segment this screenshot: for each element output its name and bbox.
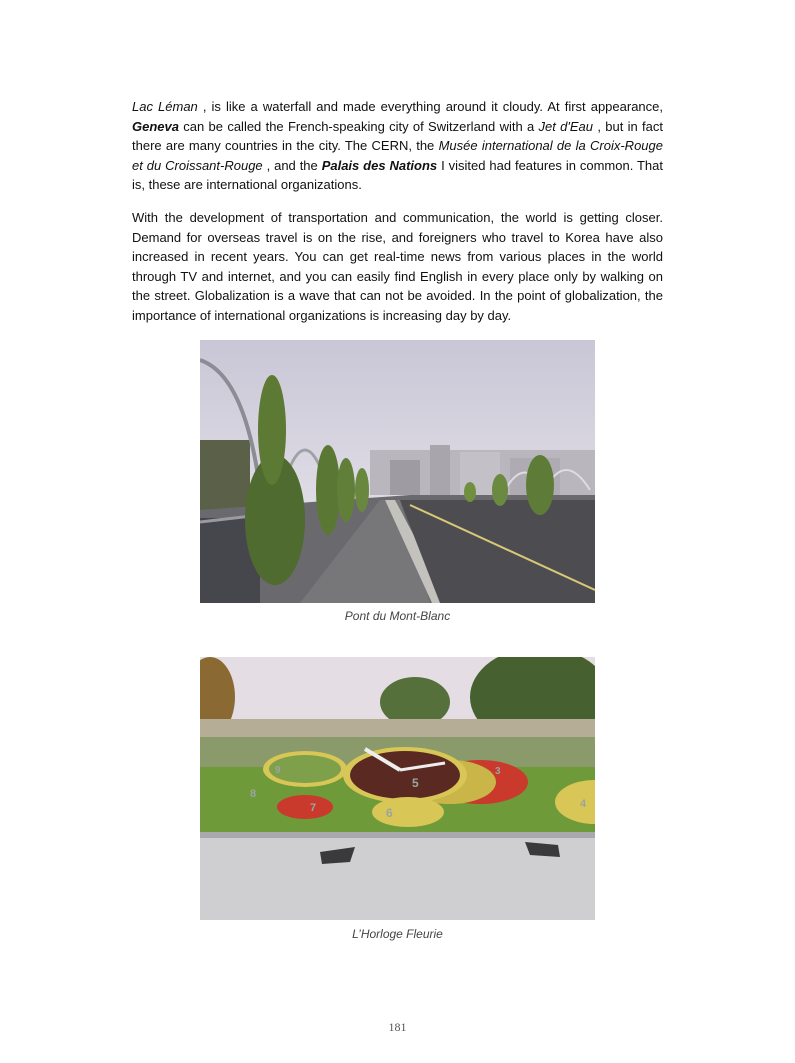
musee-text: Musée international de la Croix-Rouge et du Croissant-Rouge: [132, 138, 663, 173]
lac-leman-text: Lac Léman: [132, 99, 198, 114]
clock-numeral-8: 8: [250, 788, 257, 800]
clock-numeral-3: 3: [495, 766, 501, 777]
palais-text: Palais des Nations: [321, 157, 438, 173]
photo-pont-du-mont-blanc: [200, 340, 595, 603]
clock-numeral-4: 4: [580, 798, 587, 810]
p1-text-d: , and the: [262, 157, 322, 173]
p1-text-c: , but in fact there are many countries in the city. The CERN, the: [132, 118, 664, 154]
clock-numeral-6: 6: [386, 806, 393, 820]
clock-numeral-5: 5: [412, 776, 419, 790]
jet-deau-text: Jet d'Eau: [538, 118, 594, 134]
p1-text-b: can be called the French-speaking city of Switzerland with a: [178, 118, 539, 134]
caption-lhorloge-fleurie: L’Horloge Fleurie: [352, 927, 443, 941]
photo-lhorloge-fleurie: [200, 657, 595, 920]
caption-pont-du-mont-blanc: Pont du Mont-Blanc: [344, 609, 451, 623]
clock-numeral-9: 9: [275, 765, 281, 776]
p1-text-e: I visited had features in common. That is, these are international organizations.: [132, 157, 664, 193]
paragraph-1: [132, 97, 663, 195]
paragraph-2: With the development of transportation and communication, the world is getting closer. Demand for overseas travel is on the rise, and foreigners who travel to Korea have also increased in recent years. You can get real-time news from various places in the world through TV and internet, and you can easily find English in every place only by walking on the street. Globalization is a wave that can not be avoided. In the point of globalization, the importance of international organizations is increasing day by day.: [132, 210, 663, 323]
p1-text-a: , is like a waterfall and made everything around it cloudy. At first appearance,: [197, 99, 663, 114]
geneva-text: Geneva: [132, 118, 179, 134]
clock-numeral-7: 7: [310, 802, 317, 814]
page-number: 181: [388, 1020, 407, 1034]
